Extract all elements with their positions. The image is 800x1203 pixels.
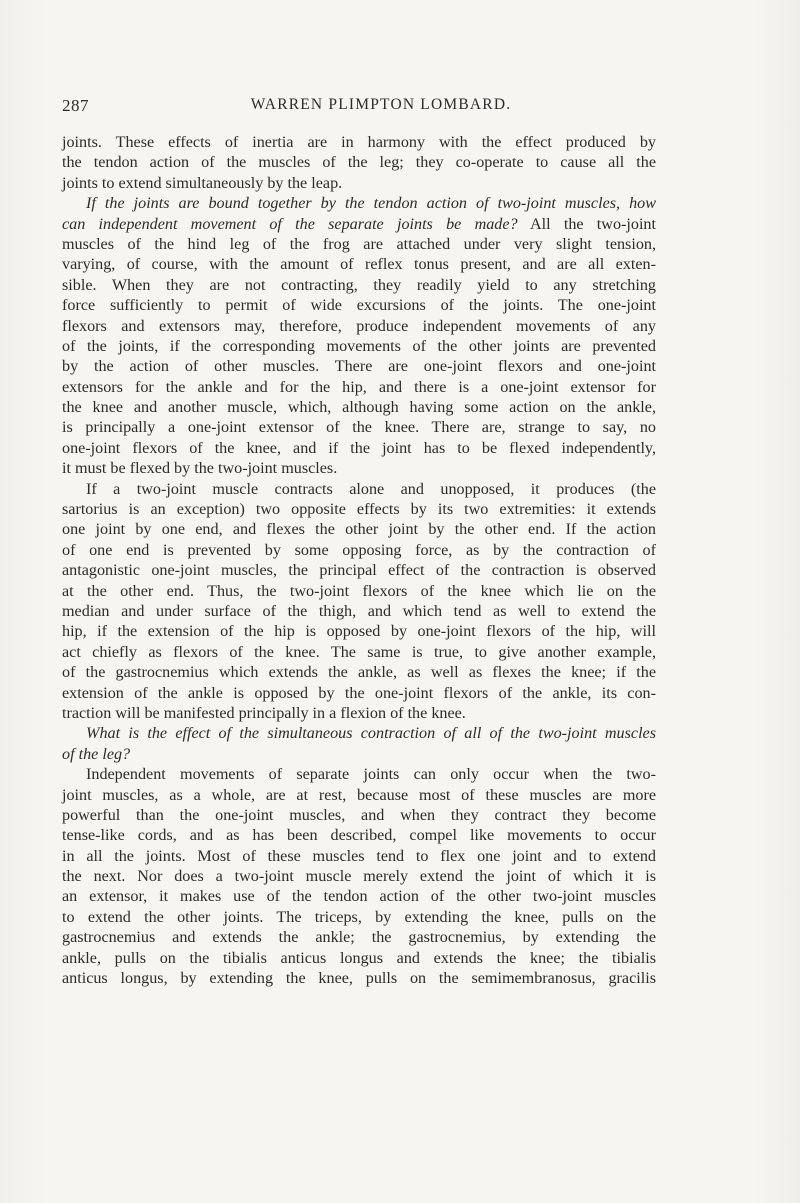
line-text: Independent movements of separate joints can only occur when the two- xyxy=(86,766,656,784)
text-line xyxy=(62,582,656,602)
text-line xyxy=(62,480,656,500)
line-text: force sufficiently to permit of wide excursions of the joints. The one-joint xyxy=(62,297,656,315)
text-line xyxy=(62,153,656,173)
text-line xyxy=(62,684,656,704)
line-text: by the action of other muscles. There are one-joint flexors and one-joint xyxy=(62,358,656,376)
line-text: to extend the other joints. The triceps, by extending the knee, pulls on the xyxy=(62,908,656,926)
text-line xyxy=(62,826,656,846)
text-line xyxy=(62,459,656,479)
italic-text: can independent movement of the separate joints be made? xyxy=(62,215,518,233)
text-line xyxy=(62,439,656,459)
line-text: median and under surface of the thigh, and which tend as well to extend the xyxy=(62,602,656,620)
line-text: antagonistic one-joint muscles, the principal effect of the contraction is observed xyxy=(62,562,656,580)
text-line xyxy=(62,908,656,928)
text-line xyxy=(62,520,656,540)
line-text: powerful than the one-joint muscles, and when they contract they become xyxy=(62,806,656,824)
line-text: an extensor, it makes use of the tendon action of the other two-joint muscles xyxy=(62,888,656,906)
line-text: If a two-joint muscle contracts alone and unopposed, it produces (the xyxy=(86,480,656,498)
line-text: at the other end. Thus, the two-joint flexors of the knee which lie on the xyxy=(62,582,656,600)
line-text: tense-like cords, and as has been described, compel like movements to occur xyxy=(62,827,656,845)
text-line xyxy=(62,541,656,561)
text-line xyxy=(62,296,656,316)
line-text: hip, if the extension of the hip is opposed by one-joint flexors of the hip, will xyxy=(62,623,656,641)
line-text: extension of the ankle is opposed by the one-joint flexors of the ankle, its con- xyxy=(62,684,656,702)
text-line xyxy=(62,194,656,214)
text-line xyxy=(62,418,656,438)
text-line xyxy=(62,215,656,235)
text-line xyxy=(62,724,656,744)
text-line xyxy=(62,867,656,887)
line-text: sartorius is an exception) two opposite effects by its two extremities: it extends xyxy=(62,501,656,519)
line-text: of the joints, if the corresponding movements of the other joints are prevented xyxy=(62,337,656,355)
line-text: joints. These effects of inertia are in harmony with the effect produced by xyxy=(62,134,656,151)
running-head xyxy=(62,96,640,120)
italic-text: What is the effect of the simultaneous contraction of all of the two-joint muscles xyxy=(86,725,656,743)
line-text: varying, of course, with the amount of reflex tonus present, and are all exten- xyxy=(62,256,656,274)
line-text: sible. When they are not contracting, they readily yield to any stretching xyxy=(62,276,656,294)
text-line xyxy=(62,398,656,418)
text-line xyxy=(62,786,656,806)
line-text: in all the joints. Most of these muscles tend to flex one joint and to extend xyxy=(62,847,656,865)
line-text: is principally a one-joint extensor of the knee. There are, strange to say, no xyxy=(62,419,656,437)
line-text: the knee and another muscle, which, although having some action on the ankle, xyxy=(62,399,656,417)
text-line xyxy=(62,663,656,683)
line-text-tail: All the two-joint xyxy=(517,215,656,233)
line-text: joints to extend simultaneously by the leap. xyxy=(62,174,343,192)
italic-text: If the joints are bound together by the tendon action of two-joint muscles, how xyxy=(86,195,656,213)
text-line xyxy=(62,174,656,194)
text-line xyxy=(62,806,656,826)
text-line xyxy=(62,317,656,337)
line-text: ankle, pulls on the tibialis anticus longus and extends the knee; the tibialis xyxy=(62,949,656,967)
italic-text: of the leg? xyxy=(62,745,131,763)
text-line xyxy=(62,643,656,663)
text-line xyxy=(62,887,656,907)
text-line xyxy=(62,255,656,275)
line-text: extensors for the ankle and for the hip, and there is a one-joint extensor for xyxy=(62,378,656,396)
text-line xyxy=(62,745,656,765)
text-line xyxy=(62,969,656,989)
text-line xyxy=(62,704,656,724)
text-line xyxy=(62,337,656,357)
text-line xyxy=(62,133,656,153)
line-text: of one end is prevented by some opposing force, as by the contraction of xyxy=(62,541,656,559)
line-text: anticus longus, by extending the knee, pulls on the semimembranosus, gracilis xyxy=(62,970,656,988)
text-line xyxy=(62,622,656,642)
running-title: WARREN PLIMPTON LOMBARD. xyxy=(250,96,512,113)
text-line xyxy=(62,357,656,377)
line-text: gastrocnemius and extends the ankle; the gastrocnemius, by extending the xyxy=(62,929,656,947)
line-text: the next. Nor does a two-joint muscle merely extend the joint of which it is xyxy=(62,868,656,886)
text-line xyxy=(62,949,656,969)
line-text: act chiefly as flexors of the knee. The same is true, to give another example, xyxy=(62,643,656,661)
line-text: it must be flexed by the two-joint muscles. xyxy=(62,460,338,478)
text-line xyxy=(62,847,656,867)
line-text: muscles of the hind leg of the frog are attached under very slight tension, xyxy=(62,235,656,253)
text-line xyxy=(62,378,656,398)
text-line xyxy=(62,765,656,785)
text-line xyxy=(62,561,656,581)
text-line xyxy=(62,276,656,296)
line-text: joint muscles, as a whole, are at rest, because most of these muscles are more xyxy=(62,786,656,804)
text-line xyxy=(62,235,656,255)
line-text: of the gastrocnemius which extends the ankle, as well as flexes the knee; if the xyxy=(62,664,656,682)
text-line xyxy=(62,928,656,948)
body-text xyxy=(62,133,656,989)
line-text: flexors and extensors may, therefore, produce independent movements of any xyxy=(62,317,656,335)
line-text: the tendon action of the muscles of the leg; they co-operate to cause all the xyxy=(62,154,656,172)
text-line xyxy=(62,602,656,622)
line-text: one joint by one end, and flexes the other joint by the other end. If the action xyxy=(62,521,656,539)
text-line xyxy=(62,500,656,520)
line-text: one-joint flexors of the knee, and if the joint has to be flexed independently, xyxy=(62,439,656,457)
line-text: traction will be manifested principally in a flexion of the knee. xyxy=(62,704,466,722)
page-number: 287 xyxy=(62,96,89,115)
